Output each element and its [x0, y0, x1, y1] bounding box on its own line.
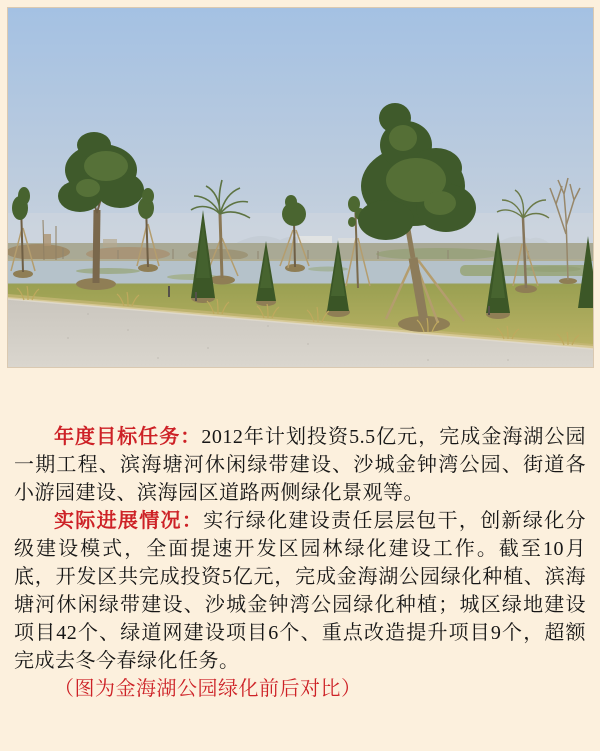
progress-body: 实行绿化建设责任层层包干，创新绿化分级建设模式，全面提速开发区园林绿化建设工作。截至10月底，开发区共完成投资5亿元，完成金海湖公园绿化种植、滨海塘河休闲绿带建设、沙城金钟湾公园绿化种植；城区绿地建设项目42个、绿道网建设项目6个、重点改造提升项目9个，超额完成去冬今春绿化任务。 [14, 510, 586, 672]
photo-caption: （图为金海湖公园绿化前后对比） [54, 678, 362, 700]
text-block [0, 423, 600, 703]
photo-illustration [8, 8, 593, 367]
park-photo [8, 8, 593, 367]
goal-body: 2012年计划投资5.5亿元，完成金海湖公园一期工程、滨海塘河休闲绿带建设、沙城金钟湾公园、街道各小游园建设、滨海园区道路两侧绿化景观等。 [14, 426, 587, 504]
progress-lead: 实际进展情况： [54, 510, 204, 532]
goal-lead: 年度目标任务： [54, 426, 202, 448]
progress-paragraph [14, 507, 586, 675]
goal-paragraph [14, 423, 586, 507]
